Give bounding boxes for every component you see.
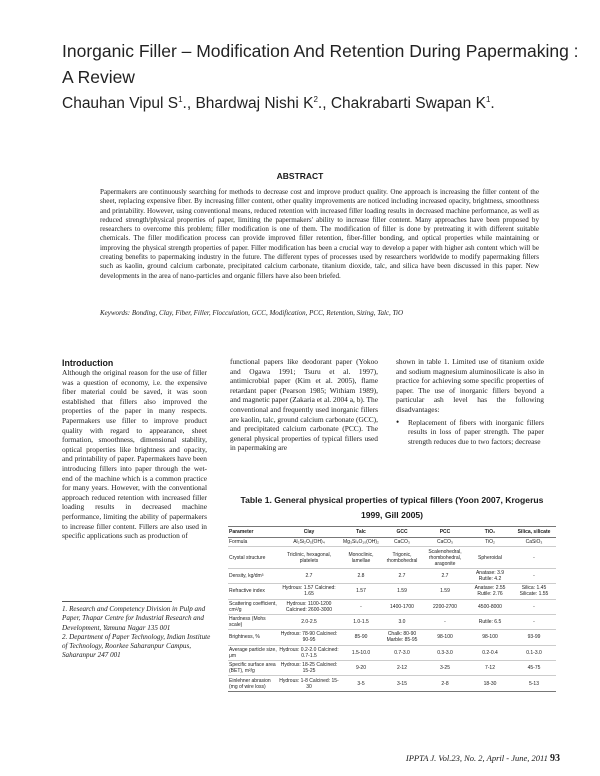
author-affiliation-mark: 2 xyxy=(313,95,318,104)
table-row xyxy=(228,584,556,599)
row-label-cell: Formula xyxy=(228,538,278,547)
table-cell: Hydrous: 1.57 Calcined: 1.65 xyxy=(278,584,340,599)
table-cell: 45-75 xyxy=(512,661,556,676)
disadvantage-bullet xyxy=(396,418,544,447)
table-cell: - xyxy=(422,614,468,629)
table-cell: - xyxy=(512,614,556,629)
row-label-cell: Average particle size, μm xyxy=(229,646,277,659)
table-cell: 1.59 xyxy=(422,584,468,599)
author-separator: ., xyxy=(317,95,331,113)
column-header: PCC xyxy=(422,527,468,538)
table-cell: 0.3-3.0 xyxy=(422,645,468,660)
table-cell: 5-13 xyxy=(512,676,556,691)
affiliation-1: 1. Research and Competency Division in Pulp and Paper, Thapar Centre for Industrial Research and Development, Yamuna Nagar 135 001 xyxy=(62,605,206,632)
table-row xyxy=(228,661,556,676)
row-label-cell: Brightness, % xyxy=(228,630,278,645)
introduction-column-2: functional papers like deodorant paper (Yokoo and Ogawa 1991; Tsuru et al. 1997), antimicrobial paper (Kim et al. 2005), flame retardant paper (Pearson 1985; Withiam 1989), and magnetic paper (Zakaria et al. 2004 a, b). The conventional and frequently used inorganic fillers are kaolin, talc, ground calcium carbonate (GCC), and precipitated calcium carbonate (PCC). The general physical properties of typical fillers used in papermaking are xyxy=(230,357,378,453)
table-cell: Triclinic, hexagonal, platelets xyxy=(278,547,340,568)
table-cell: Spheroidal xyxy=(468,547,512,568)
author-separator: . xyxy=(490,95,495,113)
author-name: Chauhan Vipul S xyxy=(62,95,179,113)
keywords: Keywords: Bonding, Clay, Fiber, Filler, Flocculation, GCC, Modification, PCC, Retention, Sizing, Talc, TiO xyxy=(100,309,404,317)
table-cell: CaCO₃ xyxy=(422,538,468,547)
table-cell: Scalenohedral, rhombohedral, aragonite xyxy=(422,547,468,568)
table-cell: Hydrous: 18-25 Calcined: 15-25 xyxy=(278,661,340,676)
row-label-cell: Scattering coefficient, cm²/g xyxy=(229,600,277,613)
bullet-icon: • xyxy=(396,416,400,427)
table-body xyxy=(228,538,556,692)
column-header: TiO₂ xyxy=(468,527,512,538)
introduction-heading: Introduction xyxy=(62,358,114,368)
table-cell: 18-30 xyxy=(468,676,512,691)
row-label-cell: Specific surface area (BET), m²/g xyxy=(228,661,278,676)
table-cell: 2.7 xyxy=(382,568,422,583)
table-cell: - xyxy=(340,599,382,614)
table-cell: 7-12 xyxy=(468,661,512,676)
table-cell: Hydrous: 78-90 Calcined: 90-95 xyxy=(278,630,340,645)
column-header: Silica, silicate xyxy=(512,527,556,538)
table-cell: Chalk: 80-90 Marble: 85-95 xyxy=(382,630,422,645)
table-cell: 2200-2700 xyxy=(422,599,468,614)
author-list xyxy=(62,95,582,113)
page-number: 93 xyxy=(550,753,560,764)
table-cell: Hydrous: 1-8 Calcined: 15-30 xyxy=(279,677,339,690)
table-cell: 1.0-1.5 xyxy=(340,614,382,629)
table-row xyxy=(228,568,556,583)
author-name: Bhardwaj Nishi K xyxy=(195,95,314,113)
table-row xyxy=(228,676,556,691)
table-cell: 2.7 xyxy=(422,568,468,583)
table-cell: Monoclinic, lamellae xyxy=(340,547,382,568)
author-affiliation-mark: 1 xyxy=(178,95,183,104)
table-cell: - xyxy=(512,547,556,568)
table-cell: 9-20 xyxy=(340,661,382,676)
table-cell: - xyxy=(512,568,556,583)
journal-info: IPPTA J. Vol.23, No. 2, April - June, 2011 xyxy=(405,753,548,763)
table-cell: Rutile: 6.5 xyxy=(468,614,512,629)
table-cell: 2.7 xyxy=(278,568,340,583)
table-row xyxy=(228,614,556,629)
table-cell: 1400-1700 xyxy=(382,599,422,614)
table-cell: 1.5-10.0 xyxy=(340,645,382,660)
page-footer xyxy=(380,753,560,764)
table-caption: Table 1. General physical properties of typical fillers (Yoon 2007, Krogerus 1999, Gill 2005) xyxy=(240,495,544,520)
column-header: Clay xyxy=(278,527,340,538)
table-cell: Hydrous: 1100-1200 Calcined: 2600-3000 xyxy=(278,599,340,614)
table-cell: Al₂Si₂O₅(OH)₄ xyxy=(278,538,340,547)
table-cell: Hydrous: 0.2-2.0 Calcined: 0.7-1.5 xyxy=(279,646,339,659)
table-cell: CaSiO₃ xyxy=(512,538,556,547)
table-row xyxy=(228,547,556,568)
column-header: Talc xyxy=(340,527,382,538)
paper-title: Inorganic Filler – Modification And Retention During Papermaking : A Review xyxy=(62,41,579,87)
footnote-divider xyxy=(62,601,172,602)
table-cell: Mg₃Si₄O₁₀(OH)₂ xyxy=(340,538,382,547)
row-label-cell: Density, kg/dm³ xyxy=(228,568,278,583)
row-label-cell: Crystal structure xyxy=(228,547,278,568)
table-cell: 3.0 xyxy=(382,614,422,629)
row-label-cell: Einlehner abrasion (mg of wire loss) xyxy=(228,676,278,691)
abstract-body: Papermakers are continuously searching for methods to decrease cost and improve product quality. One approach is increasing the filler content of the sheet, replacing expensive fiber. By increasing filler content, other quality improvements are noticed including increased opacity, brightness, smoothness and printability. However, using conventional means, reduced retention with increased filler loading results in decreased machine performance, as well as reduced strength/physical properties of paper, limiting the papermakers' ability to increase filler content. Many approaches have been proposed by researchers to overcome this problem; filler modification is one of them. The modification of filler is done by pretreating it with different suitable chemicals. The filler modification process can provide improved filler retention, fiber-filler bonding, and optical properties while maintaining or improving the physical strength properties of paper. Filler modification has been a crucial way to develop a paper with higher ash content which will be creating benefits to papermaking industry in the future. The different types of processes used by researchers worldwide to modify papermaking fillers such as kaolin, ground calcium carbonate, precipitated calcium carbonate, titanium dioxide, talc, and silica have been discussed in this paper. New developments in the area of nano-particles and organic fillers have also been briefed. xyxy=(100,188,539,280)
table-cell: Anatase: 2.55 Rutile: 2.76 xyxy=(468,584,512,599)
table-cell: TiO₂ xyxy=(468,538,512,547)
table-cell: 98-100 xyxy=(468,630,512,645)
table-row xyxy=(228,538,556,547)
table-cell: 0.2-0.4 xyxy=(468,645,512,660)
introduction-column-3 xyxy=(396,357,544,446)
table-cell: 3-15 xyxy=(382,676,422,691)
table-cell: Trigonic, rhombohedral xyxy=(382,547,422,568)
table-cell: 85-90 xyxy=(340,630,382,645)
author-separator: ., xyxy=(182,95,196,113)
table-cell: 1.59 xyxy=(382,584,422,599)
table-row xyxy=(228,630,556,645)
affiliation-2: 2. Department of Paper Technology, Indian Institute of Technology, Roorkee Saharanpur Campus, Saharanpur 247 001 xyxy=(62,632,211,660)
table-cell: CaCO₃ xyxy=(382,538,422,547)
affiliations xyxy=(62,605,212,661)
table-cell: 2.8 xyxy=(340,568,382,583)
table-cell: 2-12 xyxy=(382,661,422,676)
row-label-cell: Hardness (Mohs scale) xyxy=(228,614,278,629)
table-cell: 3-25 xyxy=(422,661,468,676)
table-row xyxy=(228,599,556,614)
table-cell: 2-8 xyxy=(422,676,468,691)
table-cell: Silica: 1.45 Silicate: 1.55 xyxy=(512,584,556,599)
introduction-column-3-text: shown in table 1. Limited use of titanium oxide and sodium magnesium aluminosilicate is also in practice for achieving some specific properties of paper. The use of inorganic fillers beyond a particular ash level has the following disadvantages: xyxy=(396,357,544,414)
table-cell: 4500-8000 xyxy=(468,599,512,614)
table-cell: 1.57 xyxy=(340,584,382,599)
table-cell: 2.0-2.5 xyxy=(278,614,340,629)
introduction-column-1: Although the original reason for the use of filler was a question of economy, i.e. the expensive fiber material could be saved, it was soon established that fillers also improved the properties of the paper in many respects. Papermakers use filler to improve product quality with regard to appearance, sheet formation, smoothness, dimensional stability, optical properties like brightness and opacity, and printability of paper. Papermakers have been introducing fillers into paper through the wet-end of the machine which is a common practice for many years. However, with the conventional approach reduced retention with increased filler loading results in decreased machine performance, limiting the ability of papermakers to increase filler content. Fillers are also used in specific applications such as production of xyxy=(62,368,207,541)
row-label-cell: Refractive index xyxy=(228,584,278,599)
bullet-text: Replacement of fibers with inorganic fillers results in loss of paper strength. The paper strength reduces due to two factors; decrease xyxy=(408,417,544,446)
author-name: Chakrabarti Swapan K xyxy=(330,95,486,113)
column-header: Parameter xyxy=(228,527,278,538)
author-affiliation-mark: 1 xyxy=(485,95,491,104)
table-cell: 0.7-3.0 xyxy=(382,645,422,660)
table-cell: 98-100 xyxy=(422,630,468,645)
table-cell: 93-99 xyxy=(512,630,556,645)
table-row xyxy=(228,645,556,660)
filler-properties-table xyxy=(228,526,556,692)
table-cell: - xyxy=(512,599,556,614)
column-header: GCC xyxy=(382,527,422,538)
table-cell: 3-5 xyxy=(340,676,382,691)
table-header-row xyxy=(228,527,556,538)
abstract-heading: ABSTRACT xyxy=(276,171,324,181)
table-cell: 0.1-3.0 xyxy=(512,645,556,660)
table-cell: Anatase: 3.9 Rutile: 4.2 xyxy=(468,568,512,583)
